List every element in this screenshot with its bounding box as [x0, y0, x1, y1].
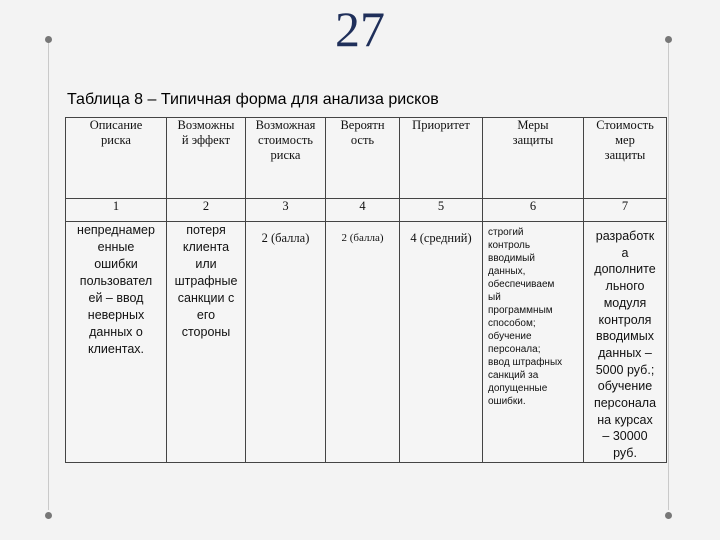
- column-number: 1: [66, 199, 167, 222]
- priority-cell: 4 (средний): [400, 222, 483, 463]
- right-decor-line: [668, 40, 669, 510]
- column-number: 6: [483, 199, 584, 222]
- slide-number: 27: [335, 1, 385, 57]
- risk-cost-cell: 2 (балла): [246, 222, 326, 463]
- column-number: 5: [400, 199, 483, 222]
- column-number-row: [66, 199, 667, 222]
- column-number: 3: [246, 199, 326, 222]
- table-caption: Таблица 8 – Типичная форма для анализа рисков: [67, 91, 439, 108]
- header-cell: Возможны й эффект: [167, 118, 246, 199]
- possible-effect-cell: потеря клиента или штрафные санкции с его стороны: [167, 222, 246, 463]
- protection-cost-cell: разработк а дополните льного модуля контроля вводимых данных – 5000 руб.; обучение персонала на курсах – 30000 руб.: [584, 222, 667, 463]
- header-cell: Вероятн ость: [326, 118, 400, 199]
- header-cell: Стоимость мер защиты: [584, 118, 667, 199]
- column-number: 2: [167, 199, 246, 222]
- risk-description-cell: непреднамер енные ошибки пользовател ей – ввод неверных данных о клиентах.: [66, 222, 167, 463]
- left-decor-line: [48, 40, 49, 510]
- probability-cell: 2 (балла): [326, 222, 400, 463]
- header-cell: Меры защиты: [483, 118, 584, 199]
- table-row: [66, 222, 667, 463]
- protection-measures-cell: строгий контроль вводимый данных, обеспечиваем ый программным способом; обучение персонала; ввод штрафных санкций за допущенные ошибки.: [483, 222, 584, 463]
- table-header-row: [66, 118, 667, 199]
- header-cell: Приоритет: [400, 118, 483, 199]
- column-number: 4: [326, 199, 400, 222]
- decor-dot: [45, 512, 52, 519]
- risk-analysis-table: [65, 117, 667, 463]
- header-cell: Описание риска: [66, 118, 167, 199]
- decor-dot: [665, 512, 672, 519]
- column-number: 7: [584, 199, 667, 222]
- header-cell: Возможная стоимость риска: [246, 118, 326, 199]
